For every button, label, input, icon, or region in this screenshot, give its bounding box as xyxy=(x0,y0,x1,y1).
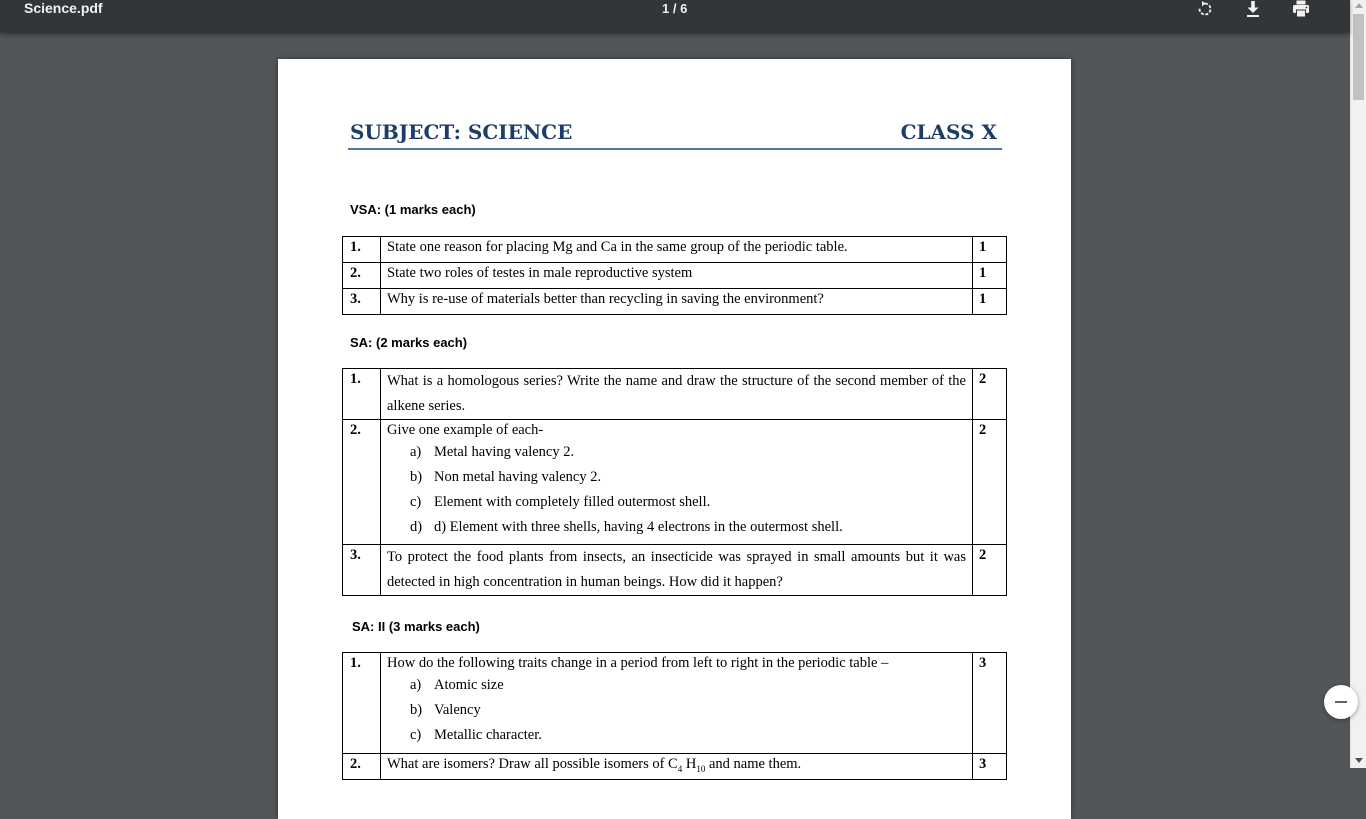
scroll-down-arrow-icon[interactable] xyxy=(1355,758,1363,763)
vsa-table xyxy=(342,236,1007,315)
table-row xyxy=(343,289,1007,315)
item-text: Element with completely filled outermost shell. xyxy=(434,494,711,510)
table-row xyxy=(343,420,1007,545)
question-marks: 2 xyxy=(973,420,1007,545)
question-number: 2. xyxy=(343,263,381,289)
section-title-sa2: SA: II (3 marks each) xyxy=(352,619,480,634)
question-text: What is a homologous series? Write the name and draw the structure of the second member of the alkene series. xyxy=(381,369,973,420)
item-text: Metal having valency 2. xyxy=(434,444,575,460)
question-number: 2. xyxy=(343,420,381,545)
table-row xyxy=(343,263,1007,289)
question-text: State one reason for placing Mg and Ca in the same group of the periodic table. xyxy=(381,237,973,263)
question-number: 1. xyxy=(343,369,381,420)
class-heading: CLASS X xyxy=(900,120,997,144)
heading-rule xyxy=(348,148,1002,150)
question-marks: 1 xyxy=(973,289,1007,315)
question-marks: 1 xyxy=(973,263,1007,289)
item-label: b) xyxy=(410,702,423,718)
question-text: Why is re-use of materials better than recycling in saving the environment? xyxy=(381,289,973,315)
question-marks: 3 xyxy=(973,653,1007,754)
question-text xyxy=(381,754,973,780)
sa-table xyxy=(342,368,1007,596)
item-text: Valency xyxy=(434,702,481,718)
scrollbar-thumb[interactable] xyxy=(1353,14,1364,100)
zoom-out-button[interactable] xyxy=(1324,685,1358,719)
download-icon[interactable] xyxy=(1243,0,1263,18)
question-cell xyxy=(381,420,973,545)
item-text: Atomic size xyxy=(434,677,504,693)
item-label: b) xyxy=(410,469,423,485)
question-number: 1. xyxy=(343,653,381,754)
item-label: a) xyxy=(410,677,422,693)
question-number: 2. xyxy=(343,754,381,780)
table-row xyxy=(343,653,1007,754)
question-text-part: and name them. xyxy=(705,756,802,772)
list-item xyxy=(387,698,966,723)
table-row xyxy=(343,545,1007,596)
item-text: Non metal having valency 2. xyxy=(434,469,602,485)
sa2-table xyxy=(342,652,1007,780)
question-number: 3. xyxy=(343,289,381,315)
question-text: Give one example of each- xyxy=(387,422,544,438)
question-marks: 2 xyxy=(973,369,1007,420)
item-label: a) xyxy=(410,444,422,460)
question-number: 1. xyxy=(343,237,381,263)
pdf-toolbar xyxy=(0,0,1350,33)
scroll-up-arrow-icon[interactable] xyxy=(1355,3,1363,8)
section-title-vsa: VSA: (1 marks each) xyxy=(350,202,476,217)
list-item xyxy=(387,490,966,515)
section-title-sa: SA: (2 marks each) xyxy=(350,335,468,350)
item-label: c) xyxy=(410,727,422,743)
item-label: d) xyxy=(410,519,423,535)
question-text: How do the following traits change in a period from left to right in the periodic table – xyxy=(387,655,889,671)
table-row xyxy=(343,369,1007,420)
subscript: 4 xyxy=(677,763,683,774)
list-item xyxy=(387,723,966,748)
table-row xyxy=(343,754,1007,780)
question-marks: 3 xyxy=(973,754,1007,780)
list-item xyxy=(387,515,966,540)
question-marks: 2 xyxy=(973,545,1007,596)
subject-heading: SUBJECT: SCIENCE xyxy=(350,120,573,144)
rotate-icon[interactable] xyxy=(1195,0,1215,18)
list-item xyxy=(387,673,966,698)
pdf-page xyxy=(278,59,1071,819)
question-cell xyxy=(381,653,973,754)
item-label: c) xyxy=(410,494,422,510)
question-text: State two roles of testes in male reproductive system xyxy=(381,263,973,289)
question-text-part: What are isomers? Draw all possible isomers of C xyxy=(387,756,678,772)
subscript: 10 xyxy=(696,763,706,774)
question-text-part: H xyxy=(682,756,697,772)
question-text: To protect the food plants from insects, an insecticide was sprayed in small amounts but it was detected in high concentration in human beings. How did it happen? xyxy=(381,545,973,596)
table-row xyxy=(343,237,1007,263)
list-item xyxy=(387,465,966,490)
print-icon[interactable] xyxy=(1291,0,1311,18)
list-item xyxy=(387,440,966,465)
page-indicator: 1 / 6 xyxy=(662,1,688,16)
vertical-scrollbar[interactable] xyxy=(1350,0,1366,768)
item-text: Metallic character. xyxy=(434,727,542,743)
document-title: Science.pdf xyxy=(24,0,103,16)
question-marks: 1 xyxy=(973,237,1007,263)
question-number: 3. xyxy=(343,545,381,596)
item-text: d) Element with three shells, having 4 electrons in the outermost shell. xyxy=(434,519,843,535)
